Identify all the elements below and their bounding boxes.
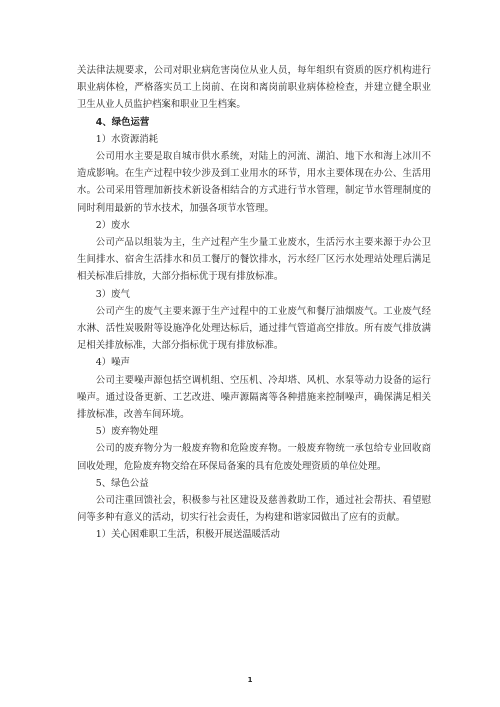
subsection-heading: 5）废弃物处理 bbox=[95, 426, 159, 438]
page-number: 1 bbox=[247, 676, 253, 684]
document-body bbox=[77, 62, 431, 544]
subsection-heading: 4）噪声 bbox=[95, 357, 130, 369]
paragraph: 公司产生的废气主要来源于生产过程中的工业废气和餐厅油烟废气。工业废气经水淋、活性炭吸附等设施净化处理达标后，通过排气管道高空排放。所有废气排放满足相关排放标准，大部分指标优于现有排放标准。 bbox=[77, 305, 431, 352]
paragraph: 公司的废弃物分为一般废弃物和危险废弃物。一般废弃物统一承包给专业回收商回收处理，危险废弃物交给在环保局备案的具有危废处理资质的单位处理。 bbox=[77, 443, 431, 472]
paragraph: 公司主要噪声源包括空调机组、空压机、冷却塔、风机、水泵等动力设备的运行噪声。通过设备更新、工艺改进、噪声源隔离等各种措施来控制噪声，确保满足相关排放标准，改善车间环境。 bbox=[77, 374, 431, 421]
subsection-heading: 3）废气 bbox=[95, 288, 130, 300]
paragraph: 公司注重回馈社会，积极参与社区建设及慈善救助工作，通过社会帮扶、看望慰问等多种有意义的活动，切实行社会责任，为构建和谐家园做出了应有的贡献。 bbox=[77, 495, 431, 524]
subsection-heading: 1）水资源消耗 bbox=[95, 133, 159, 145]
paragraph: 公司产品以组装为主，生产过程产生少量工业废水，生活污水主要来源于办公卫生间排水、宿舍生活排水和员工餐厅的餐饮排水，污水经厂区污水处理站处理后满足相关标准后排放，大部分指标优于现有排放标准。 bbox=[77, 237, 431, 283]
subsection-heading: 1）关心困难职工生活，积极开展送温暖活动 bbox=[95, 529, 280, 541]
subsection-heading: 2）废水 bbox=[95, 219, 130, 231]
section-heading: 4、绿色运营 bbox=[95, 116, 150, 128]
paragraph: 公司用水主要是取自城市供水系统，对陆上的河流、湖泊、地下水和海上冰川不造成影响。在生产过程中较少涉及到工业用水的环节，用水主要体现在办公、生活用水。公司采用管理加新技术新设备相结合的方式进行节水管理，制定节水管理制度的同时利用最新的节水技术，加强各项节水管理。 bbox=[77, 151, 431, 214]
subsection-heading: 5、绿色公益 bbox=[95, 477, 149, 489]
paragraph: 关法律法规要求，公司对职业病危害岗位从业人员，每年组织有资质的医疗机构进行职业病体检，严格落实员工上岗前、在岗和离岗前职业病体检检查，并建立健全职业卫生从业人员监护档案和职业卫生档案。 bbox=[77, 65, 431, 111]
